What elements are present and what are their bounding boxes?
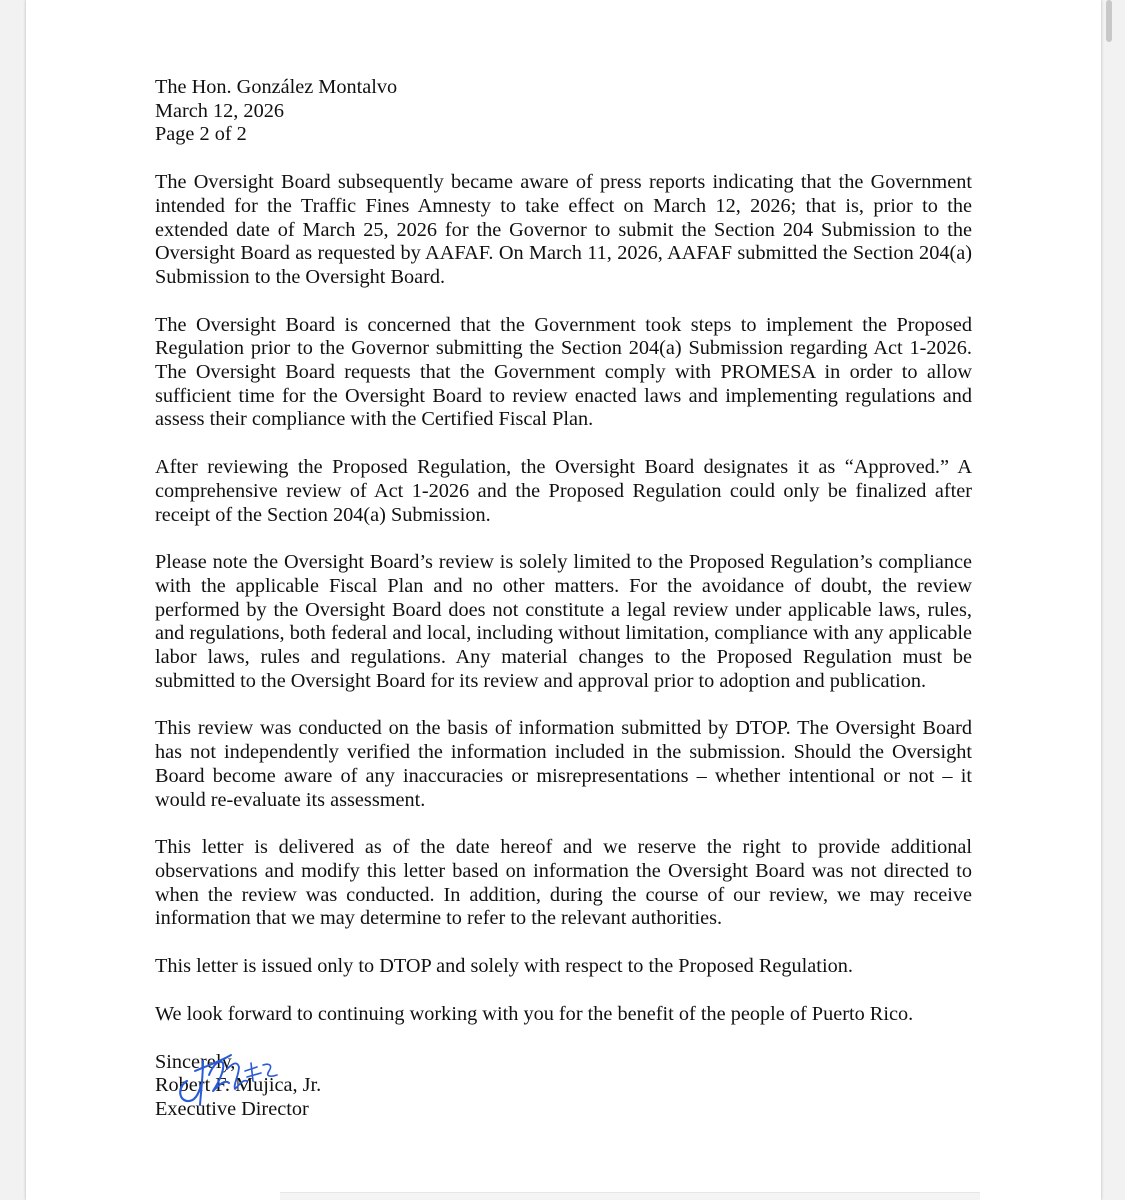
addressee: The Hon. González Montalvo (155, 76, 398, 98)
next-page-edge (280, 1192, 980, 1200)
paragraph-reservation: This letter is delivered as of the date hereof and we reserve the right to provide additional observations and modify this letter based on information the Oversight Board was not directed to when the review was conducted. In addition, during the course of our review, we may receive information that we may determine to refer to the relevant authorities. (155, 836, 972, 930)
letter-body (155, 76, 972, 1122)
paragraph-review-scope: Please note the Oversight Board’s review is solely limited to the Proposed Regulation’s compliance with the applicable Fiscal Plan and no other matters. For the avoidance of doubt, the review performed by the Oversight Board does not constitute a legal review under applicable laws, rules, and regulations, both federal and local, including without limitation, compliance with any applicable labor laws, rules and regulations. Any material changes to the Proposed Regulation must be submitted to the Oversight Board for its review and approval prior to adoption and publication. (155, 551, 972, 692)
signatory-name: Robert F. Mujica, Jr. (155, 1074, 322, 1097)
paragraph-issued-to: This letter is issued only to DTOP and solely with respect to the Proposed Regulation. (155, 955, 853, 978)
signatory-title: Executive Director (155, 1097, 309, 1120)
paragraph-press-reports: The Oversight Board subsequently became aware of press reports indicating that the Government intended for the Traffic Fines Amnesty to take effect on March 12, 2026; that is, prior to the extended date of March 25, 2026 for the Governor to submit the Section 204 Submission to the Oversight Board as requested by AAFAF. On March 11, 2026, AAFAF submitted the Section 204(a) Submission to the Oversight Board. (155, 171, 972, 288)
scrollbar-thumb[interactable] (1106, 0, 1112, 42)
signature-block (155, 1051, 972, 1122)
paragraph-verification: This review was conducted on the basis of information submitted by DTOP. The Oversight Board has not independently verified the information included in the submission. Should the Oversight Board become aware of any inaccuracies or misrepresentations – whether intentional or not – it would re-evaluate its assessment. (155, 717, 972, 811)
letter-header (155, 76, 972, 147)
paragraph-board-concern: The Oversight Board is concerned that the Government took steps to implement the Proposed Regulation prior to the Governor submitting the Section 204(a) Submission regarding Act 1-2026. The Oversight Board requests that the Government comply with PROMESA in order to allow sufficient time for the Oversight Board to review enacted laws and implementing regulations and assess their compliance with the Certified Fiscal Plan. (155, 313, 972, 431)
paragraph-approval: After reviewing the Proposed Regulation, the Oversight Board designates it as “Approved.” A comprehensive review of Act 1-2026 and the Proposed Regulation could only be finalized after receipt of the Section 204(a) Submission. (155, 456, 972, 526)
page-number: Page 2 of 2 (155, 123, 247, 146)
salutation: Sincerely, (155, 1050, 236, 1073)
letter-date: March 12, 2026 (155, 99, 284, 122)
paragraph-closing-remark: We look forward to continuing working with you for the benefit of the people of Puerto Rico. (155, 1002, 914, 1025)
